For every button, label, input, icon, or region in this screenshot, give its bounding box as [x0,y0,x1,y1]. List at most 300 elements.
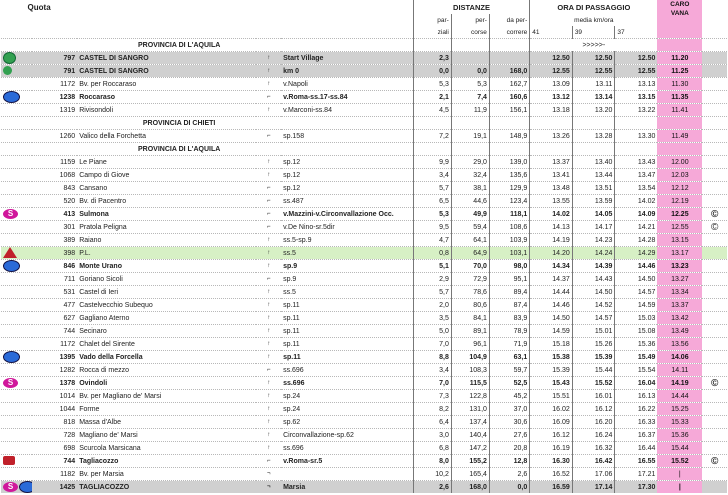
location-cell: Forme [77,403,256,416]
location-cell: Castelvecchio Subequo [77,299,256,312]
time-41-cell: 13.41 [530,169,573,182]
time-39-cell: 14.23 [572,234,615,247]
covered-km-cell: 19,1 [451,130,489,143]
location-cell: Roccaraso [77,91,256,104]
direction-icon: ⌐ [256,273,281,286]
direction-icon: ↑ [256,377,281,390]
direction-icon: ↑ [256,325,281,338]
road-cell: sp.24 [281,403,413,416]
time-41-cell: 14.46 [530,299,573,312]
caravan-time-cell: 11.41 [657,104,702,117]
quota-cell: 627 [32,312,77,325]
road-cell: v.Mazzini-v.Circonvallazione Occ. [281,208,413,221]
quota-cell: 1319 [32,104,77,117]
time-39-cell: 15.39 [572,351,615,364]
level-crossing-warning-icon [3,247,17,258]
table-row [1,455,727,468]
partial-km-cell: 5,1 [413,260,451,273]
location-cell: Vado della Forcella [77,351,256,364]
remaining-km-cell: 103,1 [489,247,529,260]
direction-icon: ↑ [256,104,281,117]
direction-icon: ↑ [256,65,281,78]
covered-km-cell: 29,0 [451,156,489,169]
quota-cell: 477 [32,299,77,312]
table-row [1,104,727,117]
table-row [1,52,727,65]
location-cell: Gagliano Aterno [77,312,256,325]
direction-icon: ⌐ [256,221,281,234]
speed-39: 39 [572,26,615,39]
covered-km-cell: 122,8 [451,390,489,403]
table-row [1,351,727,364]
caro-header: CARO VANA [657,0,702,39]
location-cell: Scurcola Marsicana [77,442,256,455]
time-41-cell: 16.09 [530,416,573,429]
time-39-cell: 16.24 [572,429,615,442]
remaining-km-cell: 30,6 [489,416,529,429]
covered-km-cell: 5,3 [451,78,489,91]
time-39-cell: 13.11 [572,78,615,91]
time-41-cell: 13.48 [530,182,573,195]
caravan-time-cell: 15.52 [657,455,702,468]
location-cell: Bv. per Roccaraso [77,78,256,91]
time-37-cell: 12.55 [615,65,658,78]
time-39-cell: 14.39 [572,260,615,273]
location-cell: Sulmona [77,208,256,221]
time-39-cell: 13.14 [572,91,615,104]
road-cell: ss.696 [281,364,413,377]
location-cell: Ovindoli [77,377,256,390]
copyright-icon [702,273,727,286]
location-cell: Bv. per Magliano de' Marsi [77,390,256,403]
province-name: PROVINCIA DI CHIETI [77,117,281,130]
quota-cell: 531 [32,286,77,299]
covered-km-cell: 32,4 [451,169,489,182]
table-row [1,312,727,325]
quota-cell: 1282 [32,364,77,377]
road-cell: sp.11 [281,325,413,338]
parziali-header: par- [413,14,451,26]
location-cell: Secinaro [77,325,256,338]
road-cell: sp.62 [281,416,413,429]
table-row [1,156,727,169]
location-cell: CASTEL DI SANGRO [77,52,256,65]
time-41-cell: 15.39 [530,364,573,377]
sprint-s-icon: S [3,209,18,219]
time-39-cell: 13.51 [572,182,615,195]
time-37-cell: 14.46 [615,260,658,273]
caravan-time-cell: 15.36 [657,429,702,442]
covered-km-cell: 165,4 [451,468,489,481]
remaining-km-cell: 160,6 [489,91,529,104]
location-cell: P.L. [77,247,256,260]
quota-cell: 818 [32,416,77,429]
table-row [1,299,727,312]
time-37-cell: 16.44 [615,442,658,455]
remaining-km-cell: 52,5 [489,377,529,390]
location-cell: Campo di Giove [77,169,256,182]
quota-cell: 1014 [32,390,77,403]
time-39-cell: 16.32 [572,442,615,455]
location-cell: Castel di Ieri [77,286,256,299]
remaining-km-cell: 12,8 [489,455,529,468]
time-37-cell: 14.50 [615,273,658,286]
partial-km-cell: 3,4 [413,169,451,182]
quota-cell: 1425 [32,481,77,494]
road-cell [281,468,413,481]
quota-cell: 791 [32,65,77,78]
time-39-cell: 12.55 [572,65,615,78]
covered-km-cell: 0,0 [451,65,489,78]
caravan-time-cell: 13.42 [657,312,702,325]
partial-km-cell: 5,7 [413,182,451,195]
table-row [1,364,727,377]
caravan-time-cell: | [657,468,702,481]
remaining-km-cell: 83,9 [489,312,529,325]
partial-km-cell: 5,3 [413,78,451,91]
road-cell: Marsia [281,481,413,494]
direction-icon: ⌐ [256,208,281,221]
quota-cell: 744 [32,455,77,468]
covered-km-cell: 49,9 [451,208,489,221]
copyright-icon [702,91,727,104]
time-39-cell: 16.20 [572,416,615,429]
partial-km-cell: 2,1 [413,91,451,104]
partial-km-cell: 6,5 [413,195,451,208]
table-row [1,169,727,182]
copyright-icon [702,338,727,351]
quota-cell: 711 [32,273,77,286]
daper-header: da per- [489,14,529,26]
start-icon [3,52,16,64]
direction-icon: ↑ [256,351,281,364]
time-39-cell: 13.40 [572,156,615,169]
time-37-cell: 13.43 [615,156,658,169]
time-37-cell: 12.50 [615,52,658,65]
quota-cell: 1378 [32,377,77,390]
copyright-icon [702,52,727,65]
caravan-time-cell: 11.20 [657,52,702,65]
table-row [1,247,727,260]
covered-km-cell: 96,1 [451,338,489,351]
covered-km-cell: 137,4 [451,416,489,429]
partial-km-cell: 3,0 [413,429,451,442]
road-cell: v.Roma-sr.5 [281,455,413,468]
time-39-cell: 16.42 [572,455,615,468]
quota-cell: 797 [32,52,77,65]
caravan-time-cell: 12.12 [657,182,702,195]
road-cell: sp.11 [281,351,413,364]
copyright-icon [702,325,727,338]
caravan-time-cell: 12.03 [657,169,702,182]
time-37-cell: 16.22 [615,403,658,416]
partial-km-cell: 0,8 [413,247,451,260]
quota-cell: 1182 [32,468,77,481]
copyright-icon [702,429,727,442]
road-cell: sp.11 [281,338,413,351]
time-39-cell: 14.52 [572,299,615,312]
time-41-cell: 16.59 [530,481,573,494]
covered-km-cell: 44,6 [451,195,489,208]
partial-km-cell: 5,3 [413,208,451,221]
caravan-time-cell: 13.27 [657,273,702,286]
partial-km-cell: 2,6 [413,481,451,494]
time-41-cell: 12.55 [530,65,573,78]
partial-km-cell: 4,7 [413,234,451,247]
province-row [1,117,727,130]
covered-km-cell [451,52,489,65]
caravan-time-cell: 15.25 [657,403,702,416]
road-cell: sp.24 [281,390,413,403]
table-row [1,234,727,247]
caravan-time-cell: 13.17 [657,247,702,260]
direction-icon: ⌐ [256,364,281,377]
road-cell: sp.11 [281,312,413,325]
copyright-icon [702,156,727,169]
copyright-icon [702,468,727,481]
quota-cell: 744 [32,325,77,338]
remaining-km-cell: 0,0 [489,481,529,494]
time-41-cell: 12.50 [530,52,573,65]
direction-icon: ¬ [256,481,281,494]
quota-cell: 520 [32,195,77,208]
copyright-icon [702,169,727,182]
km0-icon [3,66,12,75]
time-37-cell: 13.54 [615,182,658,195]
time-37-cell: 13.30 [615,130,658,143]
direction-icon: ↑ [256,299,281,312]
time-37-cell: 15.36 [615,338,658,351]
time-37-cell: 15.03 [615,312,658,325]
time-37-cell: 15.08 [615,325,658,338]
table-row [1,273,727,286]
arrows-label: >>>>>- [530,39,658,52]
location-cell: Chalet del Sirente [77,338,256,351]
caravan-time-cell: 12.55 [657,221,702,234]
copyright-icon: © [702,455,727,468]
table-row [1,377,727,390]
copyright-icon [702,403,727,416]
time-37-cell: 13.47 [615,169,658,182]
table-row [1,403,727,416]
location-cell: Raiano [77,234,256,247]
table-row [1,481,727,494]
copyright-icon [702,390,727,403]
finish-sprint-icon: S [3,482,18,492]
partial-km-cell: 3,4 [413,364,451,377]
direction-icon: ↑ [256,390,281,403]
caravan-time-cell: 13.23 [657,260,702,273]
table-row [1,182,727,195]
copyright-icon [702,442,727,455]
time-41-cell: 16.30 [530,455,573,468]
quota-cell: 846 [32,260,77,273]
road-cell: km 0 [281,65,413,78]
covered-km-cell: 7,4 [451,91,489,104]
table-row [1,130,727,143]
time-41-cell: 14.50 [530,312,573,325]
time-37-cell: 16.33 [615,416,658,429]
caravan-time-cell: 14.19 [657,377,702,390]
remaining-km-cell: 148,9 [489,130,529,143]
covered-km-cell: 104,9 [451,351,489,364]
covered-km-cell: 140,4 [451,429,489,442]
caravan-time-cell: 13.34 [657,286,702,299]
time-39-cell: 14.05 [572,208,615,221]
quota-cell: 843 [32,182,77,195]
caravan-time-cell: 15.44 [657,442,702,455]
remaining-km-cell: 59,7 [489,364,529,377]
time-41-cell: 16.52 [530,468,573,481]
gpm-climb-icon [3,351,20,363]
covered-km-cell: 131,0 [451,403,489,416]
quota-cell: 1260 [32,130,77,143]
remaining-km-cell: 89,4 [489,286,529,299]
time-37-cell: 17.21 [615,468,658,481]
time-39-cell: 17.14 [572,481,615,494]
time-41-cell: 14.02 [530,208,573,221]
direction-icon: ↑ [256,169,281,182]
covered-km-cell: 168,0 [451,481,489,494]
time-41-cell: 13.37 [530,156,573,169]
time-39-cell: 13.20 [572,104,615,117]
sprint-s-icon: S [3,378,18,388]
time-37-cell: 14.21 [615,221,658,234]
time-39-cell: 14.43 [572,273,615,286]
road-cell: ss.5-sp.9 [281,234,413,247]
percorse-header-2: corse [451,26,489,39]
road-cell: Circonvallazione-sp.62 [281,429,413,442]
table-row [1,416,727,429]
partial-km-cell: 7,0 [413,338,451,351]
copyright-icon [702,299,727,312]
remaining-km-cell: 27,6 [489,429,529,442]
speed-37: 37 [615,26,658,39]
time-39-cell: 17.06 [572,468,615,481]
partial-km-cell: 2,3 [413,52,451,65]
table-row [1,429,727,442]
time-37-cell: 17.30 [615,481,658,494]
quota-cell: 728 [32,429,77,442]
copyright-icon [702,351,727,364]
quota-cell: 1172 [32,78,77,91]
road-cell: sp.12 [281,169,413,182]
location-cell: Pratola Peligna [77,221,256,234]
time-37-cell: 14.02 [615,195,658,208]
caravan-time-cell: 14.11 [657,364,702,377]
finish-gpm-icon [19,481,32,493]
caravan-time-cell: 14.06 [657,351,702,364]
time-39-cell: 15.44 [572,364,615,377]
distanze-header: DISTANZE [413,0,529,14]
partial-km-cell: 10,2 [413,468,451,481]
covered-km-cell: 59,4 [451,221,489,234]
caravan-time-cell: 14.44 [657,390,702,403]
road-cell: v.Napoli [281,78,413,91]
covered-km-cell: 89,1 [451,325,489,338]
remaining-km-cell: 156,1 [489,104,529,117]
remaining-km-cell: 63,1 [489,351,529,364]
quota-cell: 1159 [32,156,77,169]
time-39-cell: 16.01 [572,390,615,403]
remaining-km-cell: 98,0 [489,260,529,273]
covered-km-cell: 72,9 [451,273,489,286]
table-row [1,65,727,78]
partial-km-cell: 6,4 [413,416,451,429]
time-41-cell: 15.51 [530,390,573,403]
caravan-time-cell: 11.25 [657,65,702,78]
copyright-icon [702,416,727,429]
direction-icon: ↑ [256,247,281,260]
copyright-icon [702,130,727,143]
time-37-cell: 14.59 [615,299,658,312]
remaining-km-cell: 123,4 [489,195,529,208]
partial-km-cell: 2,9 [413,273,451,286]
road-cell: ss.487 [281,195,413,208]
covered-km-cell: 147,2 [451,442,489,455]
road-cell: ss.5 [281,286,413,299]
time-41-cell: 13.12 [530,91,573,104]
route-timetable [1,0,727,493]
time-41-cell: 15.43 [530,377,573,390]
daper-header-2: correre [489,26,529,39]
time-37-cell: 13.15 [615,91,658,104]
remaining-km-cell: 135,6 [489,169,529,182]
covered-km-cell: 80,6 [451,299,489,312]
direction-icon: ↑ [256,403,281,416]
time-39-cell: 12.50 [572,52,615,65]
time-41-cell: 13.18 [530,104,573,117]
time-39-cell: 13.28 [572,130,615,143]
direction-icon: ⌐ [256,455,281,468]
copyright-icon [702,182,727,195]
covered-km-cell: 84,1 [451,312,489,325]
time-41-cell: 14.44 [530,286,573,299]
copyright-icon [702,234,727,247]
copyright-icon [702,286,727,299]
table-row [1,78,727,91]
caravan-time-cell: 12.25 [657,208,702,221]
direction-icon: ↑ [256,429,281,442]
covered-km-cell: 38,1 [451,182,489,195]
direction-icon: ↑ [256,78,281,91]
copyright-icon [702,364,727,377]
time-39-cell: 13.44 [572,169,615,182]
time-41-cell: 14.19 [530,234,573,247]
time-39-cell: 14.24 [572,247,615,260]
direction-icon: ↑ [256,260,281,273]
road-cell: sp.9 [281,260,413,273]
time-37-cell: 16.13 [615,390,658,403]
remaining-km-cell: 87,4 [489,299,529,312]
direction-icon: ↑ [256,52,281,65]
ora-header: ORA DI PASSAGGIO [530,0,658,14]
location-cell: Bv. per Marsia [77,468,256,481]
time-39-cell: 15.26 [572,338,615,351]
time-37-cell: 16.37 [615,429,658,442]
partial-km-cell: 4,5 [413,104,451,117]
partial-km-cell: 0,0 [413,65,451,78]
direction-icon: ↑ [256,286,281,299]
time-39-cell: 13.59 [572,195,615,208]
road-cell: v.Roma-ss.17-ss.84 [281,91,413,104]
caravan-time-cell: 13.15 [657,234,702,247]
caravan-time-cell: 15.33 [657,416,702,429]
road-cell: sp.9 [281,273,413,286]
parziali-header-2: ziali [413,26,451,39]
quota-cell: 1172 [32,338,77,351]
time-41-cell: 14.37 [530,273,573,286]
